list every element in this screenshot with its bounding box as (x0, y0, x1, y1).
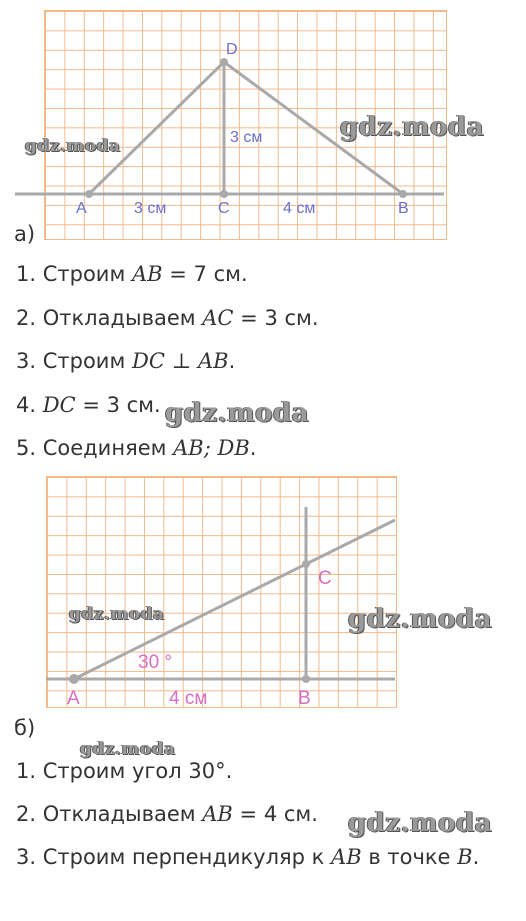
step-b-1: 1. Строим угол 30°. (16, 759, 233, 783)
measure-angle: 30 ° (138, 652, 173, 673)
step-a-2: 2. Откладываем AC = 3 см. (16, 306, 319, 330)
label-c: C (218, 200, 230, 217)
watermark: gdz.moda (165, 398, 310, 428)
step-b-2: 2. Откладываем AB = 4 см. (16, 802, 318, 826)
point-c (302, 560, 310, 568)
measure-dc: 3 см (230, 129, 263, 146)
label-b: B (298, 688, 311, 709)
step-a-5: 5. Соединяем AB; DB. (16, 436, 257, 460)
measure-ab: 4 см (169, 688, 208, 709)
step-a-1: 1. Строим AB = 7 см. (16, 262, 248, 286)
watermark: gdz.moda (69, 604, 165, 624)
step-a-4: 4. DC = 3 см. (16, 393, 161, 417)
label-c: C (318, 568, 332, 589)
label-a: A (76, 200, 87, 217)
step-a-3: 3. Строим DC ⊥ AB. (16, 349, 236, 373)
measure-ac: 3 см (134, 200, 167, 217)
watermark: gdz.moda (80, 739, 176, 759)
label-a: A (67, 688, 80, 709)
part-a-label: а) (14, 222, 36, 246)
label-d: D (226, 41, 238, 58)
watermark: gdz.moda (25, 136, 121, 156)
watermark: gdz.moda (348, 604, 493, 634)
label-b: B (398, 200, 409, 217)
measure-cb: 4 см (283, 200, 316, 217)
step-b-3: 3. Строим перпендикуляр к AB в точке B. (16, 845, 480, 869)
part-b-label: б) (14, 716, 36, 740)
watermark: gdz.moda (340, 112, 485, 142)
line-ray (74, 520, 395, 679)
point-a (69, 674, 79, 684)
watermark: gdz.moda (348, 808, 493, 838)
point-b (302, 675, 310, 683)
